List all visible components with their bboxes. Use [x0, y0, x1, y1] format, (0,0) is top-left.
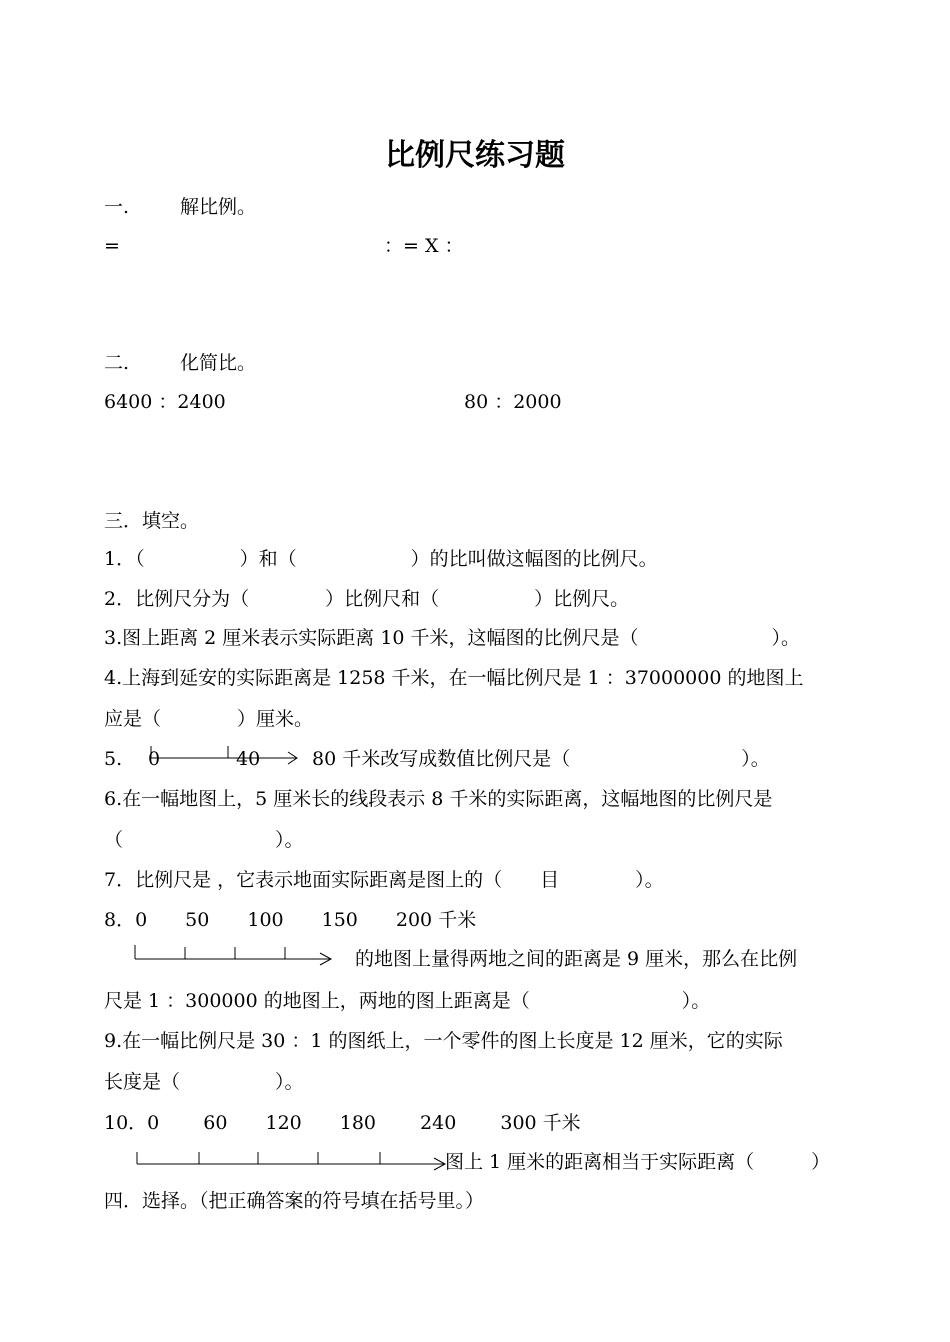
- question-8-scale-bar: [132, 942, 342, 968]
- question-6-line2: （ ）。: [104, 829, 304, 851]
- question-4-line2: 应是（ ）厘米。: [104, 708, 314, 730]
- question-5-scale-bar: [148, 743, 308, 773]
- question-7: 7．比例尺是 ，它表示地面实际距离是图上的（ 目 ）。: [104, 869, 664, 891]
- section2-expression-a: 6400 ：2400: [104, 391, 226, 413]
- section1-number: 一.: [104, 196, 130, 218]
- question-1: 1．（ ）和（ ）的比叫做这幅图的比例尺。: [104, 548, 658, 570]
- question-5-scale-forty: 40: [236, 748, 261, 770]
- question-10-scale-labels: 10．0 60 120 180 240 300 千米: [104, 1112, 581, 1134]
- section3-heading: 三．填空。: [104, 510, 200, 532]
- section1-heading: 解比例。: [180, 196, 257, 218]
- question-5-scale-zero: 0: [148, 748, 161, 770]
- question-6-line1: 6.在一幅地图上，5 厘米长的线段表示 8 千米的实际距离，这幅地图的比例尺是: [104, 788, 773, 810]
- question-10-text: 图上 1 厘米的距离相当于实际距离（ ）: [445, 1151, 831, 1173]
- question-9-line2: 长度是（ ）。: [104, 1071, 304, 1093]
- section1-expression-b: ：= X ：: [384, 235, 464, 257]
- question-2: 2．比例尺分为（ ）比例尺和（ ）比例尺。: [104, 588, 630, 610]
- question-8-line3: 尺是 1 ：300000 的地图上，两地的图上距离是（ ）。: [104, 990, 711, 1012]
- question-3: 3.图上距离 2 厘米表示实际距离 10 千米，这幅图的比例尺是（ ）。: [104, 627, 801, 649]
- question-8-scale-labels: 8．0 50 100 150 200 千米: [104, 909, 477, 931]
- section2-heading: 化简比。: [180, 352, 257, 374]
- question-8-text: 的地图上量得两地之间的距离是 9 厘米，那么在比例: [355, 948, 798, 970]
- question-4-line1: 4.上海到延安的实际距离是 1258 千米，在一幅比例尺是 1 ：37000000 的地图上: [104, 667, 804, 689]
- question-5-number: 5.: [104, 748, 123, 770]
- section2-number: 二.: [104, 352, 130, 374]
- page-title: 比例尺练习题: [385, 138, 565, 173]
- section1-expression-a: =: [104, 235, 120, 257]
- question-5-text: 80 千米改写成数值比例尺是（ ）。: [312, 748, 770, 770]
- section4-heading: 四．选择。（把正确答案的符号填在括号里。）: [104, 1190, 485, 1212]
- section2-expression-b: 80 ：2000: [464, 391, 562, 413]
- question-9-line1: 9.在一幅比例尺是 30 ：1 的图纸上，一个零件的图上长度是 12 厘米，它的实际: [104, 1030, 783, 1052]
- question-10-scale-bar: [134, 1148, 454, 1174]
